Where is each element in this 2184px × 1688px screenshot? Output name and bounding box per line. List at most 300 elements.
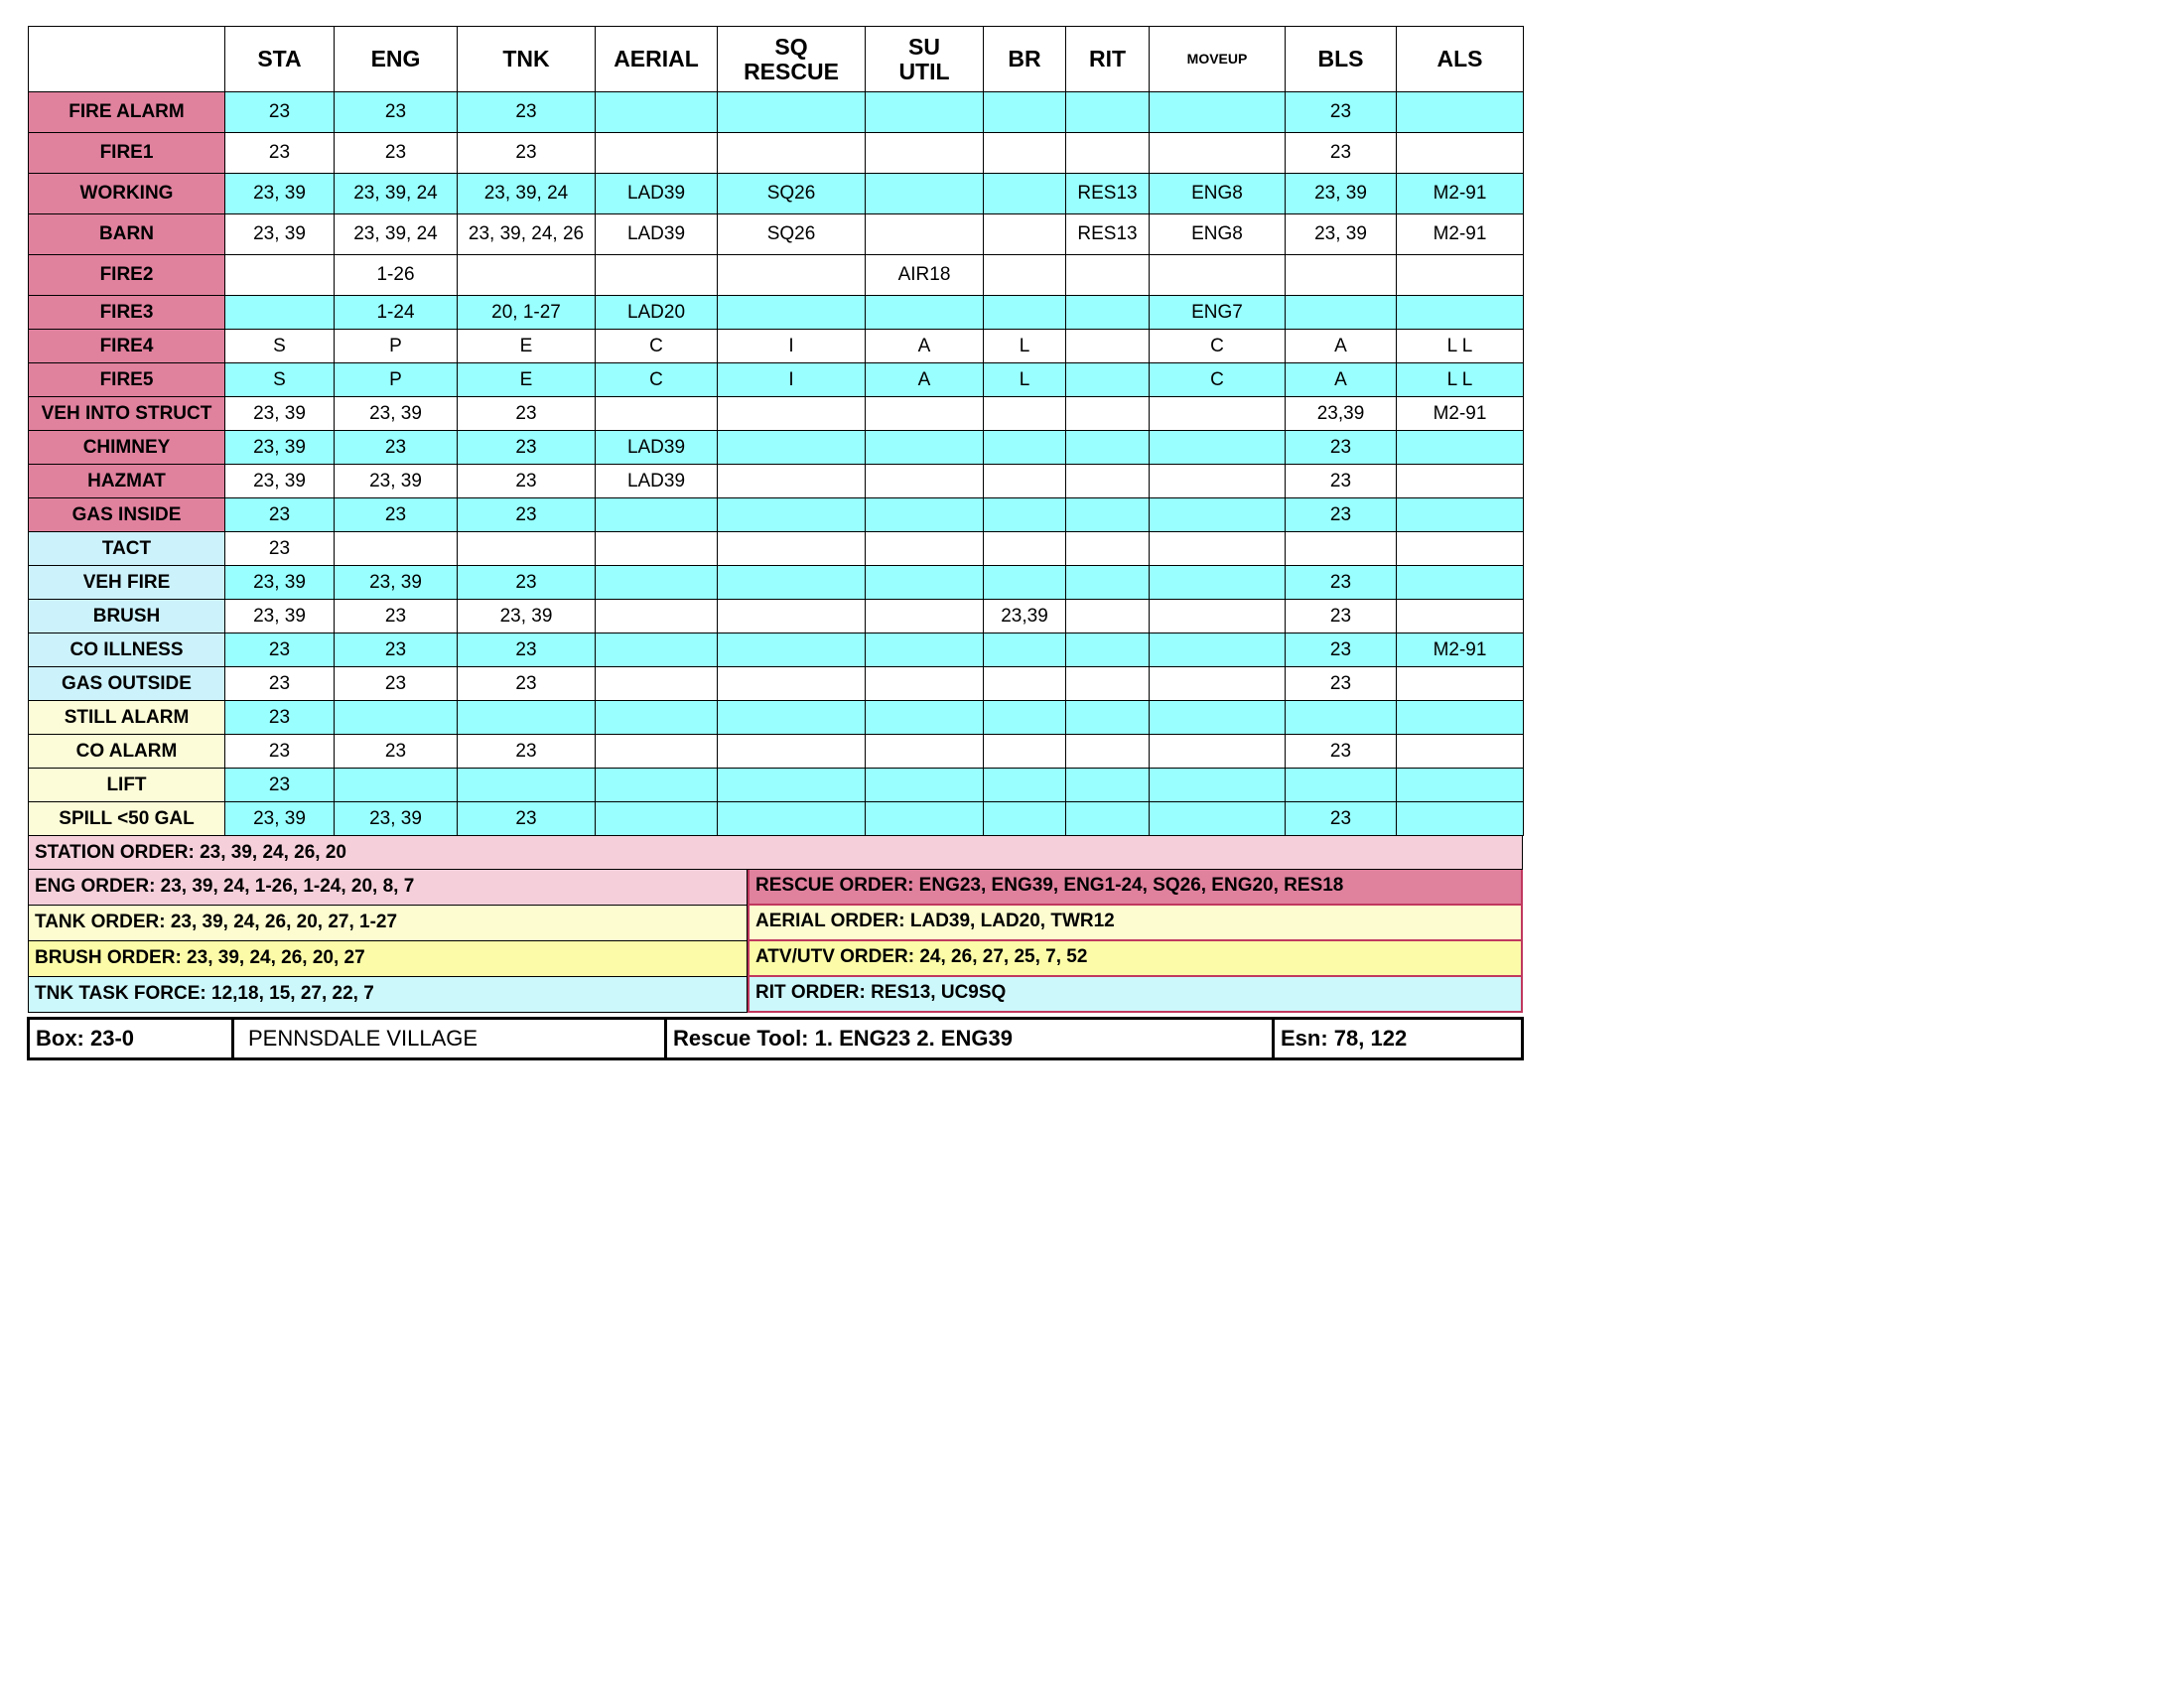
table-cell: 23 (335, 667, 458, 701)
table-cell: 23 (225, 532, 335, 566)
table-cell (866, 701, 984, 735)
table-cell (1150, 600, 1286, 633)
table-cell (866, 802, 984, 836)
col-header-rit: RIT (1066, 27, 1150, 92)
table-cell (866, 532, 984, 566)
row-label: FIRE4 (29, 330, 225, 363)
table-cell: 23 (458, 431, 596, 465)
table-cell: 23 (458, 667, 596, 701)
table-cell (984, 214, 1066, 255)
table-cell (984, 133, 1066, 174)
table-cell (596, 802, 718, 836)
table-cell (1150, 532, 1286, 566)
table-cell: SQ26 (718, 214, 866, 255)
table-cell: 23, 39 (225, 802, 335, 836)
table-cell: 23, 39, 24 (335, 214, 458, 255)
rit-order: RIT ORDER: RES13, UC9SQ (748, 977, 1523, 1013)
table-cell: C (596, 330, 718, 363)
col-header-als: ALS (1397, 27, 1524, 92)
table-cell (1150, 701, 1286, 735)
table-cell (718, 255, 866, 296)
brush-order: BRUSH ORDER: 23, 39, 24, 26, 20, 27 (28, 941, 748, 977)
table-cell: 23, 39 (225, 214, 335, 255)
table-cell (1397, 566, 1524, 600)
table-cell (984, 735, 1066, 769)
table-cell: 23,39 (984, 600, 1066, 633)
table-cell (718, 133, 866, 174)
table-cell: 23 (1286, 498, 1397, 532)
table-cell: ENG8 (1150, 214, 1286, 255)
table-cell (718, 667, 866, 701)
station-order: STATION ORDER: 23, 39, 24, 26, 20 (28, 836, 1523, 870)
table-cell: AIR18 (866, 255, 984, 296)
table-cell (984, 431, 1066, 465)
location-name: PENNSDALE VILLAGE (234, 1020, 667, 1057)
table-cell: LAD20 (596, 296, 718, 330)
table-cell (866, 566, 984, 600)
table-cell (1397, 667, 1524, 701)
col-header-sta: STA (225, 27, 335, 92)
table-cell (1150, 802, 1286, 836)
table-cell (984, 465, 1066, 498)
table-cell (1066, 255, 1150, 296)
table-cell: 23, 39, 24 (458, 174, 596, 214)
table-cell: 23 (1286, 802, 1397, 836)
table-cell (458, 255, 596, 296)
orders-row-3 (28, 941, 1523, 977)
table-cell (1397, 769, 1524, 802)
table-cell: L L (1397, 330, 1524, 363)
table-cell (1150, 769, 1286, 802)
row-label: BARN (29, 214, 225, 255)
table-cell (866, 465, 984, 498)
col-header-sq-rescue: SQ RESCUE (718, 27, 866, 92)
table-cell (718, 431, 866, 465)
table-cell: 23 (458, 92, 596, 133)
table-cell: 23 (225, 735, 335, 769)
row-label: TACT (29, 532, 225, 566)
tank-order: TANK ORDER: 23, 39, 24, 26, 20, 27, 1-27 (28, 906, 748, 941)
table-cell (458, 769, 596, 802)
table-cell: 23 (1286, 600, 1397, 633)
table-cell (596, 133, 718, 174)
col-header-moveup: MOVEUP (1150, 27, 1286, 92)
row-label: BRUSH (29, 600, 225, 633)
table-row (29, 363, 1524, 397)
table-cell: 23 (1286, 735, 1397, 769)
tnk-task-force: TNK TASK FORCE: 12,18, 15, 27, 22, 7 (28, 977, 748, 1013)
table-cell (1066, 133, 1150, 174)
table-cell (718, 769, 866, 802)
table-cell (596, 769, 718, 802)
table-row (29, 633, 1524, 667)
table-cell: A (866, 330, 984, 363)
table-cell (596, 397, 718, 431)
orders-section (28, 836, 1523, 1013)
table-cell: 23 (458, 802, 596, 836)
table-cell (866, 667, 984, 701)
table-cell (596, 667, 718, 701)
table-cell (1066, 296, 1150, 330)
table-row (29, 735, 1524, 769)
table-cell (1150, 465, 1286, 498)
table-cell: E (458, 363, 596, 397)
table-cell (718, 296, 866, 330)
table-cell (596, 735, 718, 769)
table-cell: LAD39 (596, 465, 718, 498)
table-cell: 23, 39 (225, 174, 335, 214)
table-cell (1066, 363, 1150, 397)
table-cell: 23,39 (1286, 397, 1397, 431)
table-cell (1066, 92, 1150, 133)
table-cell: A (866, 363, 984, 397)
table-cell (1066, 397, 1150, 431)
table-cell (718, 566, 866, 600)
table-cell (1150, 566, 1286, 600)
table-cell (1066, 498, 1150, 532)
table-cell (1397, 431, 1524, 465)
table-cell: 23 (458, 465, 596, 498)
table-cell: 23 (225, 701, 335, 735)
table-cell (1066, 600, 1150, 633)
table-row (29, 397, 1524, 431)
table-cell (984, 296, 1066, 330)
table-cell (1066, 667, 1150, 701)
table-cell (718, 701, 866, 735)
table-cell (596, 600, 718, 633)
table-cell (335, 769, 458, 802)
table-cell (1286, 296, 1397, 330)
col-header-tnk: TNK (458, 27, 596, 92)
table-cell (866, 498, 984, 532)
aerial-order: AERIAL ORDER: LAD39, LAD20, TWR12 (748, 906, 1523, 941)
table-cell: P (335, 363, 458, 397)
table-cell: SQ26 (718, 174, 866, 214)
table-cell: 23, 39 (335, 397, 458, 431)
table-cell: 23 (458, 633, 596, 667)
table-cell: P (335, 330, 458, 363)
table-cell (1066, 465, 1150, 498)
table-cell (1397, 735, 1524, 769)
footer-bar (27, 1017, 1524, 1060)
table-cell: I (718, 363, 866, 397)
table-cell (718, 397, 866, 431)
table-cell (984, 802, 1066, 836)
table-cell: L (984, 363, 1066, 397)
table-cell (984, 397, 1066, 431)
table-cell (1066, 701, 1150, 735)
table-cell: ENG8 (1150, 174, 1286, 214)
table-cell (718, 600, 866, 633)
table-cell: 23, 39 (225, 397, 335, 431)
table-cell (984, 667, 1066, 701)
table-cell (1150, 92, 1286, 133)
eng-order: ENG ORDER: 23, 39, 24, 1-26, 1-24, 20, 8, 7 (28, 870, 748, 906)
table-cell (866, 296, 984, 330)
table-cell (458, 532, 596, 566)
table-cell (1150, 431, 1286, 465)
dispatch-grid (28, 26, 1524, 836)
table-cell (1066, 330, 1150, 363)
table-cell (1397, 92, 1524, 133)
col-header-su-util: SU UTIL (866, 27, 984, 92)
row-label: CO ILLNESS (29, 633, 225, 667)
table-cell: 23, 39 (225, 465, 335, 498)
table-cell (984, 498, 1066, 532)
table-cell (866, 431, 984, 465)
table-cell (596, 498, 718, 532)
table-cell: 23 (225, 92, 335, 133)
row-label: FIRE1 (29, 133, 225, 174)
table-row (29, 566, 1524, 600)
table-cell: 23 (335, 735, 458, 769)
table-cell (984, 769, 1066, 802)
table-cell: 23 (1286, 133, 1397, 174)
table-cell: 23 (1286, 633, 1397, 667)
box-number: Box: 23-0 (30, 1020, 234, 1057)
table-cell: 23 (1286, 431, 1397, 465)
table-cell: 23 (458, 566, 596, 600)
row-label: WORKING (29, 174, 225, 214)
esn-numbers: Esn: 78, 122 (1281, 1026, 1408, 1051)
row-label: CHIMNEY (29, 431, 225, 465)
table-cell: 20, 1-27 (458, 296, 596, 330)
row-label: FIRE2 (29, 255, 225, 296)
table-cell: 23, 39 (458, 600, 596, 633)
table-cell: 23, 39 (225, 600, 335, 633)
table-cell (1286, 769, 1397, 802)
row-label: LIFT (29, 769, 225, 802)
table-cell (596, 701, 718, 735)
table-cell (225, 255, 335, 296)
table-cell (866, 633, 984, 667)
table-cell: LAD39 (596, 214, 718, 255)
table-cell (1397, 133, 1524, 174)
table-cell (596, 92, 718, 133)
table-cell (1066, 566, 1150, 600)
table-cell (866, 735, 984, 769)
table-row (29, 330, 1524, 363)
table-cell: 23, 39 (335, 465, 458, 498)
table-cell: E (458, 330, 596, 363)
table-cell: 23 (335, 133, 458, 174)
table-row (29, 532, 1524, 566)
rescue-order: RESCUE ORDER: ENG23, ENG39, ENG1-24, SQ26, ENG20, RES18 (748, 870, 1523, 906)
table-cell (1066, 633, 1150, 667)
table-cell (1066, 802, 1150, 836)
table-cell (1286, 532, 1397, 566)
col-header-aerial: AERIAL (596, 27, 718, 92)
table-cell: 23 (335, 633, 458, 667)
table-cell (866, 769, 984, 802)
table-cell: RES13 (1066, 214, 1150, 255)
table-cell (866, 214, 984, 255)
table-cell (1397, 296, 1524, 330)
table-cell (718, 465, 866, 498)
table-cell: 23 (225, 667, 335, 701)
table-cell: LAD39 (596, 431, 718, 465)
row-label: STILL ALARM (29, 701, 225, 735)
rescue-tool: Rescue Tool: 1. ENG23 2. ENG39 (667, 1020, 1275, 1057)
table-cell: RES13 (1066, 174, 1150, 214)
table-cell: 23 (335, 431, 458, 465)
table-cell (1150, 667, 1286, 701)
table-cell: 23 (458, 397, 596, 431)
row-label: FIRE5 (29, 363, 225, 397)
row-label: FIRE ALARM (29, 92, 225, 133)
table-cell: 23 (458, 498, 596, 532)
col-header-br: BR (984, 27, 1066, 92)
table-cell: 23 (1286, 92, 1397, 133)
table-cell: 23 (458, 735, 596, 769)
table-cell (718, 532, 866, 566)
table-cell (596, 532, 718, 566)
table-cell (718, 735, 866, 769)
table-cell: C (1150, 363, 1286, 397)
table-row (29, 769, 1524, 802)
table-row (29, 255, 1524, 296)
table-cell (596, 566, 718, 600)
table-cell: 23, 39, 24 (335, 174, 458, 214)
table-cell (718, 92, 866, 133)
table-row (29, 600, 1524, 633)
table-cell (335, 701, 458, 735)
table-cell (1066, 769, 1150, 802)
table-cell (596, 255, 718, 296)
row-label: GAS INSIDE (29, 498, 225, 532)
table-cell (984, 174, 1066, 214)
table-cell (1066, 735, 1150, 769)
table-cell: 23 (335, 92, 458, 133)
table-cell (984, 532, 1066, 566)
table-cell (984, 255, 1066, 296)
table-cell: 23 (225, 633, 335, 667)
table-cell (458, 701, 596, 735)
orders-row-1 (28, 870, 1523, 906)
atv-utv-order: ATV/UTV ORDER: 24, 26, 27, 25, 7, 52 (748, 941, 1523, 977)
table-cell: 23 (335, 498, 458, 532)
table-cell (718, 498, 866, 532)
table-cell (866, 174, 984, 214)
table-row (29, 296, 1524, 330)
table-cell (718, 633, 866, 667)
table-cell (596, 633, 718, 667)
table-cell: LAD39 (596, 174, 718, 214)
table-cell (1397, 802, 1524, 836)
table-row (29, 174, 1524, 214)
row-label: HAZMAT (29, 465, 225, 498)
table-cell (984, 633, 1066, 667)
table-cell: 23 (225, 769, 335, 802)
row-label: VEH INTO STRUCT (29, 397, 225, 431)
table-cell (1150, 498, 1286, 532)
grid-body (29, 92, 1524, 836)
table-cell: 23 (225, 133, 335, 174)
table-cell: 23, 39 (225, 566, 335, 600)
table-cell (1397, 701, 1524, 735)
row-label: CO ALARM (29, 735, 225, 769)
table-cell (984, 92, 1066, 133)
table-cell: 23, 39 (1286, 174, 1397, 214)
table-cell: L (984, 330, 1066, 363)
table-cell: 23, 39 (225, 431, 335, 465)
table-cell: 23, 39, 24, 26 (458, 214, 596, 255)
table-cell (1150, 633, 1286, 667)
table-cell: A (1286, 363, 1397, 397)
row-label: FIRE3 (29, 296, 225, 330)
table-cell (1286, 701, 1397, 735)
table-row (29, 431, 1524, 465)
table-cell: 23 (225, 498, 335, 532)
table-cell (225, 296, 335, 330)
table-cell (1397, 465, 1524, 498)
col-header-eng: ENG (335, 27, 458, 92)
table-cell: S (225, 363, 335, 397)
table-cell (1066, 431, 1150, 465)
table-cell: 23 (335, 600, 458, 633)
table-row (29, 802, 1524, 836)
table-cell: L L (1397, 363, 1524, 397)
table-cell (866, 397, 984, 431)
table-cell (1150, 397, 1286, 431)
table-cell: I (718, 330, 866, 363)
table-cell: 23 (458, 133, 596, 174)
orders-row-4 (28, 977, 1523, 1013)
row-label: VEH FIRE (29, 566, 225, 600)
orders-row-2 (28, 906, 1523, 941)
table-cell (866, 600, 984, 633)
table-cell (1286, 255, 1397, 296)
header-row (29, 27, 1524, 92)
table-cell (1150, 133, 1286, 174)
table-cell: 1-24 (335, 296, 458, 330)
table-cell: ENG7 (1150, 296, 1286, 330)
table-cell (1150, 735, 1286, 769)
col-header-bls: BLS (1286, 27, 1397, 92)
table-cell (1066, 532, 1150, 566)
table-cell: M2-91 (1397, 214, 1524, 255)
table-cell: A (1286, 330, 1397, 363)
table-cell (1397, 532, 1524, 566)
table-cell: C (1150, 330, 1286, 363)
table-cell (1150, 255, 1286, 296)
table-cell (718, 802, 866, 836)
table-row (29, 133, 1524, 174)
row-label: SPILL <50 GAL (29, 802, 225, 836)
table-cell (984, 566, 1066, 600)
row-label: GAS OUTSIDE (29, 667, 225, 701)
table-cell (984, 701, 1066, 735)
table-cell: 23 (1286, 465, 1397, 498)
table-cell: S (225, 330, 335, 363)
table-row (29, 498, 1524, 532)
table-cell (1397, 255, 1524, 296)
table-cell: 1-26 (335, 255, 458, 296)
corner-cell (29, 27, 225, 92)
table-cell: M2-91 (1397, 174, 1524, 214)
table-cell: C (596, 363, 718, 397)
table-cell (866, 92, 984, 133)
table-cell (866, 133, 984, 174)
table-cell: 23 (1286, 566, 1397, 600)
table-row (29, 667, 1524, 701)
table-cell: 23, 39 (1286, 214, 1397, 255)
table-row (29, 214, 1524, 255)
table-cell (335, 532, 458, 566)
table-row (29, 92, 1524, 133)
table-row (29, 465, 1524, 498)
table-cell (1397, 498, 1524, 532)
